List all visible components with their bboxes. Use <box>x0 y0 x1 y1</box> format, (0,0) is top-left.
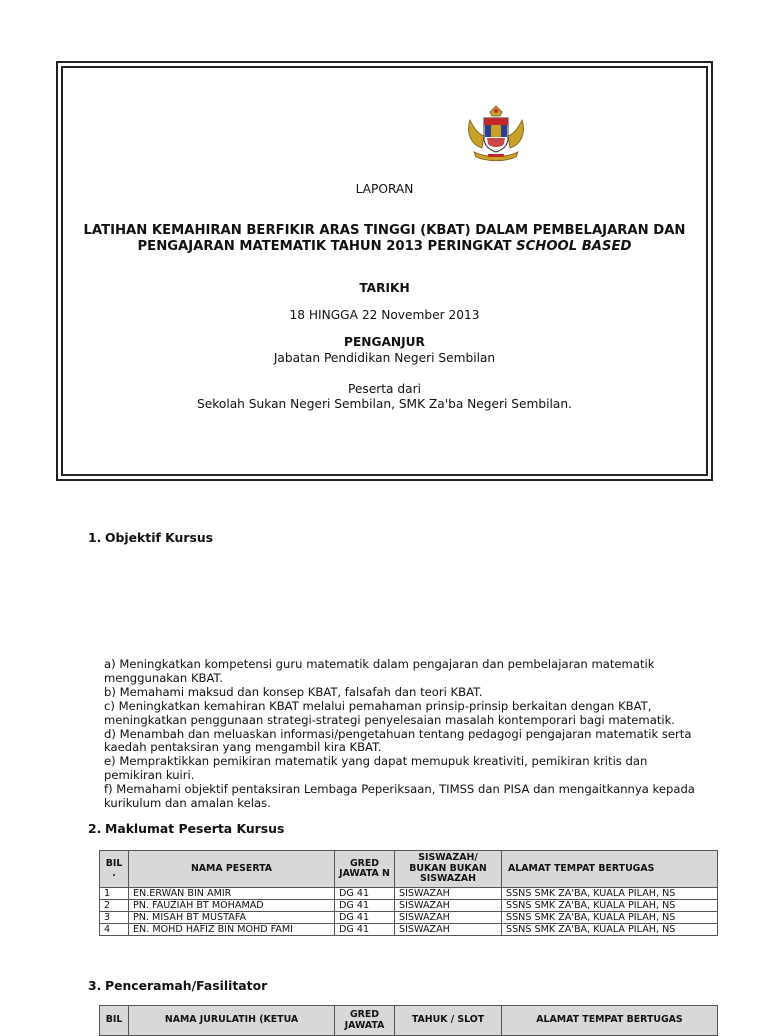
objective-line: a) Meningkatkan kompetensi guru matematik dalam pengajaran dan pembelajaran matematik <box>104 657 655 671</box>
facilitators-table <box>99 1005 718 1036</box>
report-title-italic: SCHOOL BASED <box>516 239 632 254</box>
cell-qualification: SISWAZAH <box>395 900 502 912</box>
cell-qualification: SISWAZAH <box>395 888 502 900</box>
section-title: Objektif Kursus <box>105 530 214 545</box>
section-heading-participants <box>88 821 284 836</box>
section-title: Maklumat Peserta Kursus <box>105 821 285 836</box>
report-heading: LAPORAN <box>355 182 414 196</box>
section-number: 2. <box>88 821 102 836</box>
column-header-topic-slot: TAHUK / SLOT <box>395 1006 502 1036</box>
objective-line: f) Memahami objektif pentaksiran Lembaga Peperiksaan, TIMSS dan PISA dan mengaitkannya kepada <box>104 782 695 797</box>
report-title-line-2 <box>63 238 706 255</box>
cell-name: PN. FAUZIAH BT MOHAMAD <box>129 900 335 912</box>
cover-page-frame <box>56 61 713 481</box>
cell-no: 3 <box>100 912 129 924</box>
table-row <box>100 912 718 924</box>
table-row <box>100 900 718 912</box>
organizer-value: Jabatan Pendidikan Negeri Sembilan <box>273 351 496 365</box>
cell-address: SSNS SMK ZA'BA, KUALA PILAH, NS <box>502 912 718 924</box>
table-header-row <box>100 851 718 888</box>
column-header-name: NAMA PESERTA <box>129 851 335 888</box>
cell-no: 4 <box>100 924 129 936</box>
objective-line: pemikiran kuiri. <box>104 768 195 783</box>
report-title-text: PENGAJARAN MATEMATIK TAHUN 2013 PERINGKAT <box>137 239 517 254</box>
participants-value: Sekolah Sukan Negeri Sembilan, SMK Za'ba Negeri Sembilan. <box>197 397 572 411</box>
table-header-row <box>100 1006 718 1036</box>
cell-address: SSNS SMK ZA'BA, KUALA PILAH, NS <box>502 888 718 900</box>
objective-line: meningkatkan penggunaan strategi-strategi penyelesaian masalah kontemporari bagi matematik. <box>104 712 675 727</box>
coat-of-arms-logo <box>464 104 528 164</box>
organizer-label: PENGANJUR <box>344 335 425 349</box>
cell-address: SSNS SMK ZA'BA, KUALA PILAH, NS <box>502 900 718 912</box>
participants-table <box>99 850 718 936</box>
cell-qualification: SISWAZAH <box>395 924 502 936</box>
objective-line: c) Meningkatkan kemahiran KBAT melalui pemahaman prinsip-prinsip berkaitan dengan KBAT, <box>104 698 652 713</box>
objective-line: e) Mempraktikkan pemikiran matematik yang dapat memupuk kreativiti, pemikiran kritis dan <box>104 754 648 769</box>
column-header-no: BIL <box>100 1006 129 1036</box>
cell-name: PN. MISAH BT MUSTAFA <box>129 912 335 924</box>
cell-grade: DG 41 <box>335 912 395 924</box>
column-header-trainer-name: NAMA JURULATIH (KETUA <box>129 1006 335 1036</box>
table-row <box>100 888 718 900</box>
table-row <box>100 924 718 936</box>
report-title-line-1: LATIHAN KEMAHIRAN BERFIKIR ARAS TINGGI (KBAT) DALAM PEMBELAJARAN DAN <box>83 223 686 238</box>
section-number: 1. <box>88 530 102 545</box>
date-value: 18 HINGGA 22 November 2013 <box>289 308 480 322</box>
section-heading-objectives <box>88 530 213 545</box>
cell-grade: DG 41 <box>335 900 395 912</box>
objective-line: b) Memahami maksud dan konsep KBAT, falsafah dan teori KBAT. <box>104 684 483 699</box>
cell-no: 1 <box>100 888 129 900</box>
column-header-no: BIL . <box>100 851 129 888</box>
objective-line: kaedah pentaksiran yang mengambil kira KBAT. <box>104 740 382 755</box>
cover-inner-border <box>61 66 708 476</box>
cell-name: EN. MOHD HAFIZ BIN MOHD FAMI <box>129 924 335 936</box>
column-header-address: ALAMAT TEMPAT BERTUGAS <box>502 851 718 888</box>
column-header-grade: GRED JAWATA <box>335 1006 395 1036</box>
cell-address: SSNS SMK ZA'BA, KUALA PILAH, NS <box>502 924 718 936</box>
section-heading-facilitators <box>88 978 267 993</box>
column-header-address: ALAMAT TEMPAT BERTUGAS <box>502 1006 718 1036</box>
objective-line: menggunakan KBAT. <box>104 670 223 685</box>
cell-grade: DG 41 <box>335 888 395 900</box>
cell-qualification: SISWAZAH <box>395 912 502 924</box>
cell-name: EN.ERWAN BIN AMIR <box>129 888 335 900</box>
cell-grade: DG 41 <box>335 924 395 936</box>
cell-no: 2 <box>100 900 129 912</box>
objective-line: d) Menambah dan meluaskan informasi/pengetahuan tentang pedagogi pengajaran matematik serta <box>104 726 692 741</box>
section-number: 3. <box>88 978 102 993</box>
column-header-qualification: SISWAZAH/ BUKAN BUKAN SISWAZAH <box>395 851 502 888</box>
objectives-list <box>104 658 714 811</box>
date-label: TARIKH <box>359 281 410 295</box>
column-header-grade: GRED JAWATA N <box>335 851 395 888</box>
objective-line: kurikulum dan amalan kelas. <box>104 796 271 811</box>
participants-label: Peserta dari <box>348 382 421 396</box>
section-title: Penceramah/Fasilitator <box>105 978 268 993</box>
